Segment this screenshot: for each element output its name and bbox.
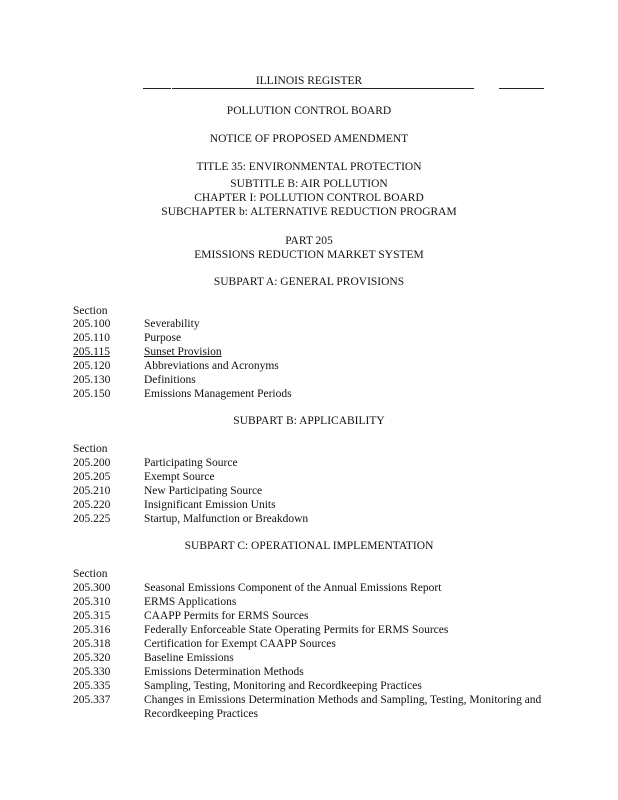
section-title: Emissions Management Periods [144, 388, 292, 400]
notice-title: NOTICE OF PROPOSED AMENDMENT [209, 133, 409, 145]
section-number: 205.310 [73, 596, 111, 608]
section-title: Federally Enforceable State Operating Permits for ERMS Sources [144, 624, 449, 636]
subpart-c-title: SUBPART C: OPERATIONAL IMPLEMENTATION [184, 540, 434, 552]
section-number: 205.300 [73, 582, 111, 594]
section-title: Purpose [144, 332, 182, 344]
section-label: Section [73, 305, 108, 317]
section-title-underlined: Sunset Provision [144, 346, 222, 358]
subchapter-line: SUBCHAPTER b: ALTERNATIVE REDUCTION PROGRAM [161, 206, 457, 218]
section-title: Baseline Emissions [144, 652, 234, 664]
chapter-line: CHAPTER I: POLLUTION CONTROL BOARD [194, 192, 424, 204]
section-number: 205.318 [73, 638, 111, 650]
section-title: Changes in Emissions Determination Methods and Sampling, Testing, Monitoring and Recordkeeping Practices [144, 694, 542, 720]
section-number: 205.330 [73, 666, 111, 678]
section-title: Seasonal Emissions Component of the Annual Emissions Report [144, 582, 442, 594]
section-title: Sampling, Testing, Monitoring and Recordkeeping Practices [144, 680, 422, 692]
section-title [144, 345, 564, 359]
section-number: 205.335 [73, 680, 111, 692]
header-rule-main [172, 88, 474, 89]
section-number: 205.110 [73, 332, 110, 344]
part-number: PART 205 [285, 235, 333, 247]
section-title: Emissions Determination Methods [144, 666, 304, 678]
section-title: Insignificant Emission Units [144, 499, 276, 511]
section-number: 205.315 [73, 610, 111, 622]
section-title: ERMS Applications [144, 596, 237, 608]
section-number: 205.115 [73, 346, 110, 358]
section-number: 205.210 [73, 485, 111, 497]
section-title: Definitions [144, 374, 196, 386]
section-number: 205.200 [73, 457, 111, 469]
section-title: Participating Source [144, 457, 238, 469]
title-line: TITLE 35: ENVIRONMENTAL PROTECTION [196, 161, 422, 173]
section-number: 205.316 [73, 624, 111, 636]
section-number: 205.100 [73, 318, 111, 330]
section-title: Abbreviations and Acronyms [144, 360, 279, 372]
subpart-a-title: SUBPART A: GENERAL PROVISIONS [213, 276, 405, 288]
board-name: POLLUTION CONTROL BOARD [226, 105, 392, 117]
section-title: New Participating Source [144, 485, 263, 497]
section-number: 205.150 [73, 388, 111, 400]
section-title: Exempt Source [144, 471, 215, 483]
section-number: 205.130 [73, 374, 111, 386]
section-number: 205.220 [73, 499, 111, 511]
section-title: Startup, Malfunction or Breakdown [144, 513, 309, 525]
section-number: 205.225 [73, 513, 111, 525]
register-header: ILLINOIS REGISTER [255, 75, 363, 87]
section-number: 205.205 [73, 471, 111, 483]
subpart-b-title: SUBPART B: APPLICABILITY [233, 415, 385, 427]
section-label: Section [73, 568, 108, 580]
section-title: Certification for Exempt CAAPP Sources [144, 638, 336, 650]
section-number: 205.337 [73, 694, 111, 706]
section-number: 205.320 [73, 652, 111, 664]
header-rule-short-left [143, 88, 171, 89]
section-label: Section [73, 443, 108, 455]
header-rule-right [499, 88, 544, 89]
section-number: 205.120 [73, 360, 111, 372]
part-name: EMISSIONS REDUCTION MARKET SYSTEM [194, 249, 424, 261]
section-title: CAAPP Permits for ERMS Sources [144, 610, 309, 622]
section-title: Severability [144, 318, 200, 330]
subtitle-line: SUBTITLE B: AIR POLLUTION [230, 178, 388, 190]
